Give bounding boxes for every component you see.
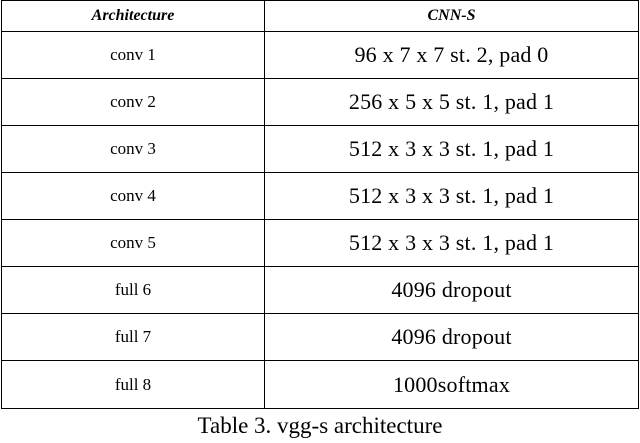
table-header-row	[2, 1, 639, 32]
table-row	[2, 79, 639, 126]
layer-name-cell: full 7	[2, 314, 265, 361]
table-row	[2, 173, 639, 220]
layer-name-cell: conv 3	[2, 126, 265, 173]
layer-spec-cell: 4096 dropout	[265, 267, 639, 314]
table-row	[2, 126, 639, 173]
header-cnn-s: CNN-S	[265, 1, 639, 32]
layer-spec-cell: 512 x 3 x 3 st. 1, pad 1	[265, 173, 639, 220]
table-row	[2, 220, 639, 267]
layer-spec-cell: 1000softmax	[265, 361, 639, 409]
layer-spec-cell: 512 x 3 x 3 st. 1, pad 1	[265, 220, 639, 267]
table-row	[2, 361, 639, 409]
layer-spec-cell: 512 x 3 x 3 st. 1, pad 1	[265, 126, 639, 173]
layer-name-cell: conv 1	[2, 32, 265, 79]
header-architecture: Architecture	[2, 1, 265, 32]
architecture-table-wrapper	[1, 0, 638, 409]
layer-name-cell: full 8	[2, 361, 265, 409]
layer-name-cell: conv 4	[2, 173, 265, 220]
table-row	[2, 267, 639, 314]
table-row	[2, 314, 639, 361]
table-row	[2, 32, 639, 79]
table-caption: Table 3. vgg-s architecture	[197, 413, 443, 438]
layer-name-cell: conv 2	[2, 79, 265, 126]
layer-name-cell: full 6	[2, 267, 265, 314]
layer-spec-cell: 4096 dropout	[265, 314, 639, 361]
architecture-table	[1, 0, 639, 409]
layer-spec-cell: 256 x 5 x 5 st. 1, pad 1	[265, 79, 639, 126]
layer-spec-cell: 96 x 7 x 7 st. 2, pad 0	[265, 32, 639, 79]
layer-name-cell: conv 5	[2, 220, 265, 267]
